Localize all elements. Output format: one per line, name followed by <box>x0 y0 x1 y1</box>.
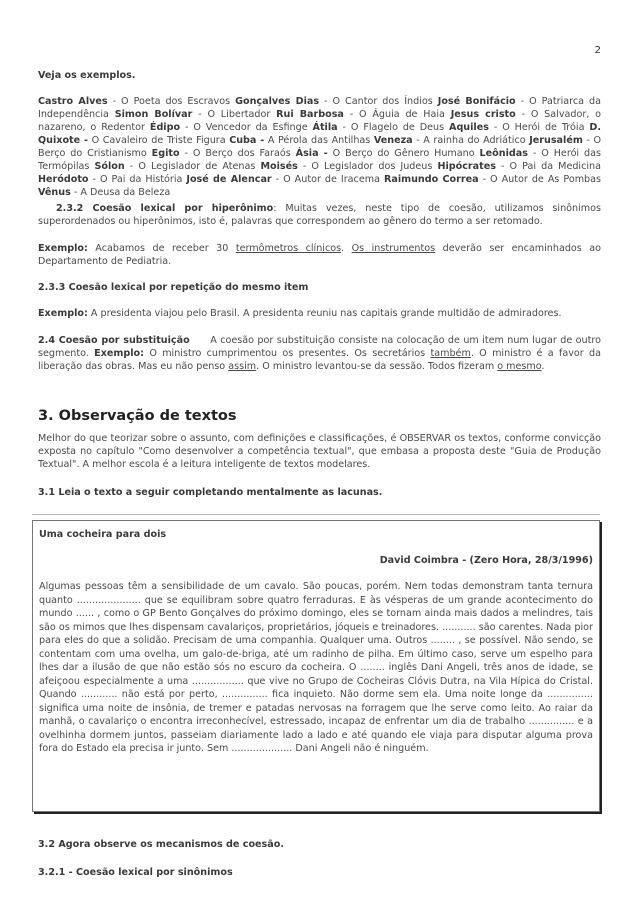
s31-title: 3.1 Leia o texto a seguir completando mentalmente as lacunas. <box>38 487 383 498</box>
s24-title: 2.4 Coesão por substituição <box>38 335 190 346</box>
s24-label: Exemplo: <box>94 348 144 359</box>
ex1-u1: termômetros clínicos <box>235 243 342 254</box>
section-3-2-1 <box>38 866 601 879</box>
example-desc: - O Legislador de Atenas <box>124 161 261 172</box>
example-desc: - O Cantor dos Índios <box>319 96 438 107</box>
example-desc: - O Pai da História <box>88 174 187 185</box>
ex1-t3: deverão ser encaminhados ao Departamento de Pediatria. <box>38 243 602 267</box>
example-desc: - O Herói de Tróia <box>488 122 590 133</box>
section-2-3-3 <box>38 281 601 294</box>
example-term: Castro Alves <box>38 96 108 107</box>
example-desc: - O Vencedor da Esfinge <box>180 122 313 133</box>
example-desc: - O Berço do Cristianismo <box>38 135 601 159</box>
example-desc: - O Poeta dos Escravos <box>107 96 236 107</box>
example-desc: - O Autor de Iracema <box>271 174 384 185</box>
example-term: Heródoto <box>38 174 89 185</box>
example-2 <box>38 307 601 320</box>
example-1 <box>38 242 601 268</box>
example-term: Gonçalves Dias <box>235 96 320 107</box>
section-3-text <box>38 432 601 471</box>
section-2-4 <box>38 334 605 373</box>
example-term: Rui Barbosa <box>276 109 344 120</box>
box-author: David Coimbra - (Zero Hora, 28/3/1996) <box>379 555 593 566</box>
section-3-2 <box>38 838 601 851</box>
example-desc: - O Berço dos Faraós <box>179 148 296 159</box>
s24-t2: O ministro cumprimentou os presentes. Os secretários <box>144 348 431 359</box>
examples-paragraph <box>38 95 601 199</box>
example-term: Sólon <box>94 161 125 172</box>
example-desc: - A Deusa da Beleza <box>70 187 171 198</box>
example-term: Ásia - <box>295 148 328 159</box>
section-3-title: 3. Observação de textos <box>38 408 237 424</box>
example-desc: O Berço do Gênero Humano <box>327 148 480 159</box>
example-term: Egito <box>151 148 180 159</box>
example-term: Veneza <box>373 135 413 146</box>
example-term: Hipócrates <box>437 161 496 172</box>
text-box <box>32 520 600 812</box>
example-term: Vênus <box>38 187 71 198</box>
example-term: Simon Bolívar <box>114 109 193 120</box>
example-term: José Bonifácio <box>437 96 516 107</box>
ex1-t2: . <box>341 243 352 254</box>
intro-line <box>38 69 601 82</box>
example-term: Raimundo Correa <box>383 174 479 185</box>
example-desc: - O Libertador <box>192 109 277 120</box>
example-desc: - O Pai da Medicina <box>495 161 601 172</box>
example-term: Aquiles <box>449 122 489 133</box>
s24-t1: A coesão por substituição consiste na colocação de um item num lugar de outro segmento. <box>38 335 605 359</box>
example-term: Átila <box>312 122 338 133</box>
examples-text <box>38 95 601 199</box>
s24-t4: . O ministro levantou-se da sessão. Todos fizeram <box>256 361 498 372</box>
example-desc: O Cavaleiro de Triste Figura <box>88 135 230 146</box>
example-desc: - O Patriarca da Independência <box>38 96 601 120</box>
example-term: Cuba - <box>229 135 265 146</box>
s24-u1: também <box>430 348 471 359</box>
example-term: Leônidas <box>479 148 528 159</box>
example-desc: - O Herói das Termópilas <box>38 148 601 172</box>
s24-u3: o mesmo <box>497 361 542 372</box>
ex1-u2: Os instrumentos <box>351 243 436 254</box>
s232-title: 2.3.2 Coesão lexical por hiperônimo <box>56 203 274 214</box>
example-term: Édipo <box>149 122 181 133</box>
s3-paragraph: Melhor do que teorizar sobre o assunto, com definições e classificações, é OBSERVAR os textos, conforme convicção exposta no capítulo "Como desenvolver a competência textual", que embasa a proposta deste "Guia de Produção Textual". A melhor escola é a leitura inteligente de textos modelares. <box>38 433 601 470</box>
s233-title: 2.3.3 Coesão lexical por repetição do mesmo item <box>38 282 309 293</box>
ex2-label: Exemplo: <box>38 308 88 319</box>
s24-u2: assim <box>228 361 257 372</box>
s24-t3: . O ministro é a favor da liberação das obras. Mas eu não penso <box>38 348 601 372</box>
ex1-t1: Acabamos de receber 30 <box>87 243 236 254</box>
example-term: D. Quixote - <box>38 122 601 146</box>
example-term: Jerusalém <box>529 135 583 146</box>
box-text: Algumas pessoas têm a sensibilidade de um cavalo. São poucas, porém. Nem todas demonstram tanta ternura quanto ..................... que se equilibram sobre quatro ferraduras. E às vésperas de um grande acontecimento do mundo ...... , como o GP Bento Gonçalves do próximo domingo, eles se tornam ainda mais dados a melindres, tais são os mimos que lhes dispensam cavalariços, proprietários, jóqueis e treinadores. ........... são carentes. Nada pior para eles do que a solidão. Precisam de uma companhia. Qualquer uma. Outros ........ , se possível. Não sendo, se contentam com uma ovelha, um galo-de-briga, até um radinho de pilha. Em último caso, serve um espelho para lhes dar a ilusão de que não estão sós no escuro da cocheira. O ........ inglês Dani Angeli, três anos de idade, se afeiçoou especialmente a uma ................. que vive no Grupo de Cocheiras Clóvis Dutra, na Vila Hípica do Cristal. Quando ............ não está por perto, ............... fica inquieto. Não dorme sem ela. Uma noite longe da ............... significa uma noite de insônia, de tremer e patadas nervosas na forragem que lhe serve como leito. Ao raiar da manhã, o cavalariço o encontra irreconhecível, estressado, incapaz de enfrentar um dia de trabalho ............... e a ovelhinha dormem juntos, passeiam diariamente lado a lado e até quando ele viaja para disputar alguma prova fora do Estado ela precisa ir junto. Sem .................... Dani Angeli não é ninguém. <box>39 581 593 754</box>
section-3-1 <box>38 486 601 499</box>
example-desc: - O Autor de As Pombas <box>478 174 602 185</box>
example-desc: - O Legislador dos Judeus <box>297 161 438 172</box>
example-term: Moisés <box>260 161 298 172</box>
s232-text: : Muitas vezes, neste tipo de coesão, utilizamos sinônimos superordenados ou hiperônimos, isto é, palavras que correspondem ao gênero do termo a ser retomado. <box>38 203 601 227</box>
s24-t5: . <box>541 361 545 372</box>
section-2-3-2 <box>38 202 601 228</box>
example-desc: - A rainha do Adriático <box>412 135 530 146</box>
example-desc: - O Águia de Haia <box>343 109 451 120</box>
page-number: 2 <box>594 45 601 56</box>
divider <box>32 514 600 515</box>
ex2-text: A presidenta viajou pelo Brasil. A presidenta reuniu nas capitais grande multidão de admiradores. <box>87 308 562 319</box>
s321-title: 3.2.1 - Coesão lexical por sinônimos <box>38 867 233 878</box>
example-desc: A Pérola das Antilhas <box>264 135 374 146</box>
box-title: Uma cocheira para dois <box>39 529 167 540</box>
s32-title: 3.2 Agora observe os mecanismos de coesão. <box>38 839 284 850</box>
ex1-label: Exemplo: <box>38 243 88 254</box>
example-desc: - O Salvador, o nazareno, o Redentor <box>38 109 602 133</box>
intro-text: Veja os exemplos. <box>38 70 136 81</box>
example-desc: - O Flagelo de Deus <box>337 122 450 133</box>
example-term: José de Alencar <box>186 174 272 185</box>
example-term: Jesus cristo <box>450 109 516 120</box>
